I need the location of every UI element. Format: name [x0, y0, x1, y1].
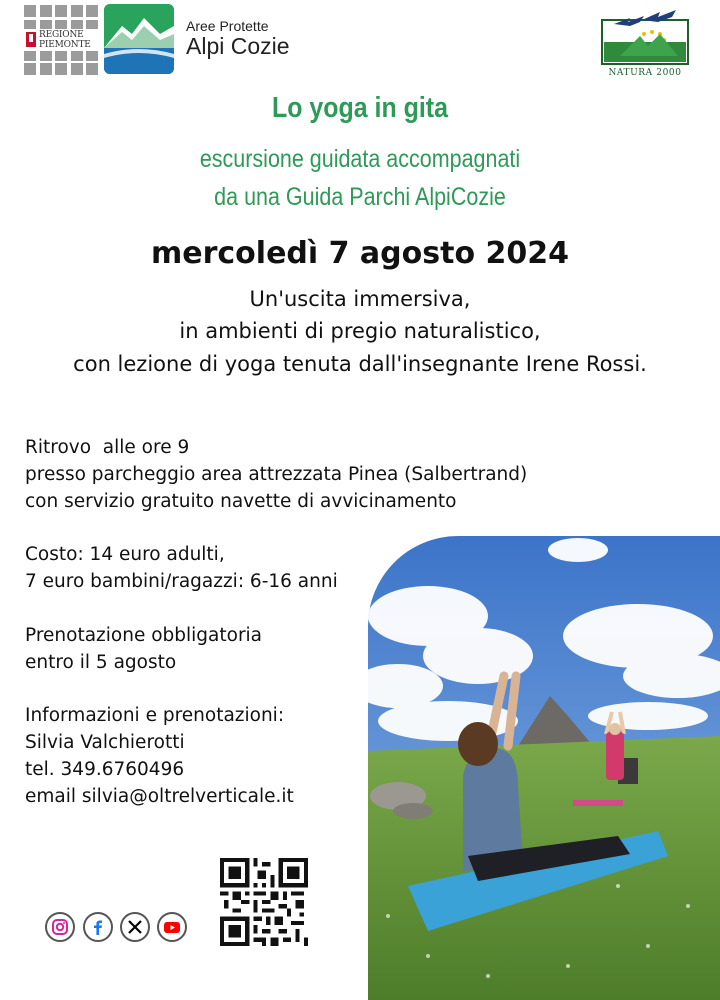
- instagram-icon[interactable]: [45, 912, 75, 942]
- regione-grid-square: [24, 5, 36, 17]
- regione-grid-square: [86, 5, 98, 17]
- contact-email[interactable]: email silvia@oltrelverticale.it: [25, 786, 294, 807]
- intro-line3: con lezione di yoga tenuta dall'insegnante Irene Rossi.: [73, 352, 647, 376]
- event-subtitle-line1: escursione guidata accompagnati: [199, 145, 521, 173]
- event-date: mercoledì 7 agosto 2024: [150, 236, 570, 271]
- event-subtitle-line2: da una Guida Parchi AlpiCozie: [214, 183, 506, 211]
- alpi-cozie-wordmark: [186, 18, 290, 58]
- regione-grid-square: [55, 5, 67, 17]
- meeting-time: Ritrovo alle ore 9: [25, 437, 190, 458]
- regione-piemonte-label: [24, 29, 98, 51]
- regione-grid-square: [55, 63, 67, 75]
- regione-grid-square: [71, 63, 83, 75]
- youtube-icon[interactable]: [157, 912, 187, 942]
- cost-children: 7 euro bambini/ragazzi: 6-16 anni: [25, 571, 338, 592]
- intro-line1: Un'uscita immersiva,: [249, 287, 471, 311]
- meeting-place: presso parcheggio area attrezzata Pinea (Salbertrand): [25, 464, 528, 485]
- contact-phone[interactable]: tel. 349.6760496: [25, 759, 185, 780]
- intro-line2: in ambienti di pregio naturalistico,: [179, 319, 541, 343]
- facebook-icon[interactable]: [83, 912, 113, 942]
- regione-grid-square: [40, 63, 52, 75]
- regione-logo-line2: PIEMONTE: [39, 40, 91, 50]
- x-icon[interactable]: [120, 912, 150, 942]
- park-logo-big-text: Alpi Cozie: [186, 33, 290, 59]
- qr-code[interactable]: [220, 858, 308, 946]
- yoga-photo: [368, 536, 720, 1000]
- regione-emblem-icon: [26, 32, 36, 47]
- booking-deadline: entro il 5 agosto: [25, 652, 177, 673]
- regione-grid-square: [86, 63, 98, 75]
- booking-required: Prenotazione obbligatoria: [25, 625, 263, 646]
- regione-logo-line1: REGIONE: [39, 30, 84, 40]
- alpi-cozie-logo: [104, 4, 174, 74]
- cost-adults: Costo: 14 euro adulti,: [25, 544, 225, 565]
- regione-grid-square: [40, 5, 52, 17]
- regione-grid-square: [24, 63, 36, 75]
- event-title: Lo yoga in gita: [272, 92, 448, 124]
- natura-2000-caption: NATURA 2000: [608, 68, 682, 78]
- shuttle-info: con servizio gratuito navette di avvicinamento: [25, 491, 457, 512]
- contact-name: Silvia Valchierotti: [25, 732, 185, 753]
- natura-2000-logo: [600, 6, 690, 76]
- regione-grid-square: [71, 5, 83, 17]
- park-logo-small-text: Aree Protette: [186, 18, 269, 34]
- info-heading: Informazioni e prenotazioni:: [25, 705, 285, 726]
